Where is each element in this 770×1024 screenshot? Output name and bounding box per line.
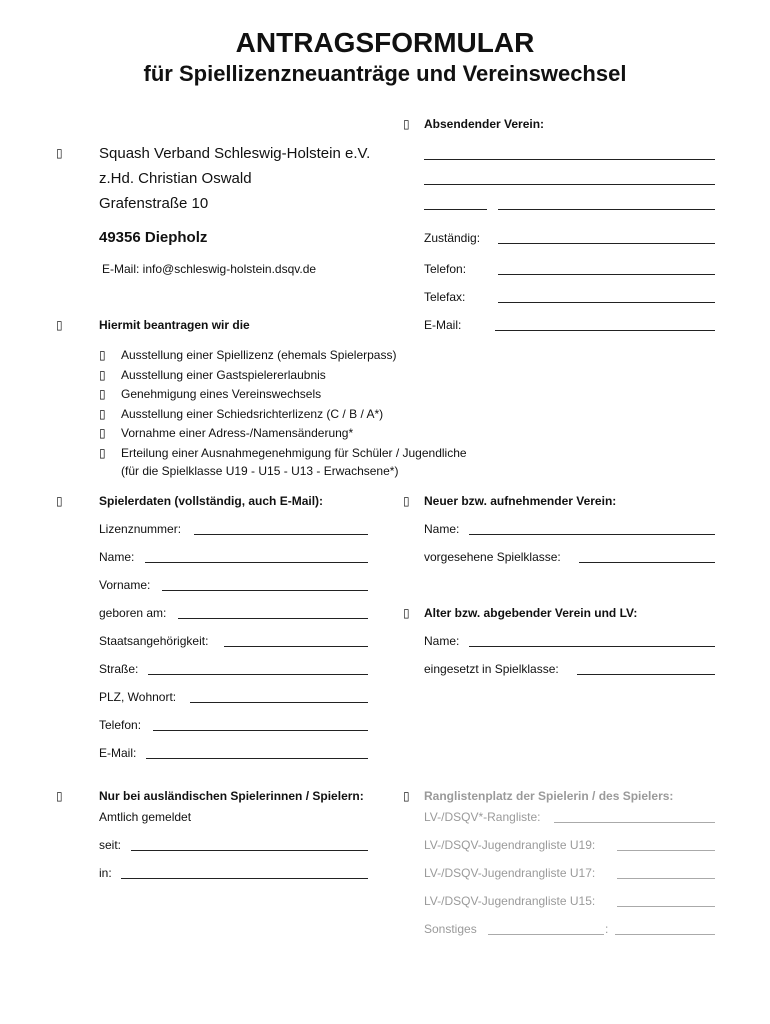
- request-option: Ausstellung einer Spiellizenz (ehemals Spielerpass): [121, 348, 397, 362]
- checkbox-icon[interactable]: [403, 607, 410, 619]
- request-option-checkbox[interactable]: [99, 368, 106, 382]
- old-club-class-label: eingesetzt in Spielklasse:: [424, 662, 559, 676]
- checkbox-icon[interactable]: [56, 495, 63, 507]
- new-club-heading: Neuer bzw. aufnehmender Verein:: [424, 494, 617, 508]
- player-license-field[interactable]: [194, 534, 368, 535]
- ranking-other-name-field[interactable]: [488, 934, 604, 935]
- foreign-in-field[interactable]: [121, 878, 368, 879]
- form-title: ANTRAGSFORMULAR: [235, 27, 535, 58]
- player-email-field[interactable]: [146, 758, 368, 759]
- request-option-checkbox[interactable]: [99, 348, 106, 362]
- recipient-attn: z.Hd. Christian Oswald: [99, 170, 252, 187]
- ranking-u17-label: LV-/DSQV-Jugendrangliste U17:: [424, 866, 596, 880]
- sender-heading: Absendender Verein:: [424, 117, 545, 131]
- request-option-note: (für die Spielklasse U19 - U15 - U13 - Erwachsene*): [121, 464, 399, 478]
- recipient-city: 49356 Diepholz: [99, 229, 208, 246]
- sender-phone-line[interactable]: [498, 274, 715, 275]
- sender-email-line[interactable]: [495, 330, 715, 331]
- old-club-class-field[interactable]: [577, 674, 715, 675]
- request-option: Ausstellung einer Gastspielererlaubnis: [121, 368, 326, 382]
- request-option: Erteilung einer Ausnahmegenehmigung für Schüler / Jugendliche: [121, 446, 467, 460]
- foreign-since-field[interactable]: [131, 850, 368, 851]
- player-license-label: Lizenznummer:: [99, 522, 182, 536]
- ranking-u15-label: LV-/DSQV-Jugendrangliste U15:: [424, 894, 596, 908]
- request-heading: Hiermit beantragen wir die: [99, 318, 250, 332]
- request-option: Vornahme einer Adress-/Namensänderung*: [121, 426, 354, 440]
- foreign-in-label: in:: [99, 866, 112, 880]
- ranking-u17-field[interactable]: [617, 878, 715, 879]
- request-option-checkbox[interactable]: [99, 407, 106, 421]
- ranking-u19-label: LV-/DSQV-Jugendrangliste U19:: [424, 838, 596, 852]
- ranking-other-colon: :: [605, 922, 609, 936]
- player-nationality-label: Staatsangehörigkeit:: [99, 634, 209, 648]
- foreign-registered-label: Amtlich gemeldet: [99, 810, 192, 824]
- foreign-heading: Nur bei ausländischen Spielerinnen / Spielern:: [99, 789, 364, 803]
- sender-responsible-label: Zuständig:: [424, 231, 481, 245]
- ranking-lv-label: LV-/DSQV*-Rangliste:: [424, 810, 541, 824]
- ranking-heading: Ranglistenplatz der Spielerin / des Spielers:: [424, 789, 674, 803]
- player-nationality-field[interactable]: [224, 646, 368, 647]
- foreign-since-label: seit:: [99, 838, 122, 852]
- sender-fax-label: Telefax:: [424, 290, 466, 304]
- sender-email-label: E-Mail:: [424, 318, 462, 332]
- player-firstname-field[interactable]: [162, 590, 368, 591]
- checkbox-icon[interactable]: [56, 319, 63, 331]
- new-club-name-label: Name:: [424, 522, 460, 536]
- player-city-label: PLZ, Wohnort:: [99, 690, 177, 704]
- ranking-other-label: Sonstiges: [424, 922, 477, 936]
- sender-city-line[interactable]: [498, 209, 715, 210]
- old-club-name-field[interactable]: [469, 646, 715, 647]
- sender-phone-label: Telefon:: [424, 262, 467, 276]
- request-option: Genehmigung eines Vereinswechsels: [121, 387, 322, 401]
- ranking-other-value-field[interactable]: [615, 934, 715, 935]
- player-email-label: E-Mail:: [99, 746, 137, 760]
- player-phone-label: Telefon:: [99, 718, 142, 732]
- old-club-name-label: Name:: [424, 634, 460, 648]
- recipient-street: Grafenstraße 10: [99, 195, 209, 212]
- sender-responsible-line[interactable]: [498, 243, 715, 244]
- recipient-name: Squash Verband Schleswig-Holstein e.V.: [99, 145, 371, 162]
- player-name-label: Name:: [99, 550, 135, 564]
- player-firstname-label: Vorname:: [99, 578, 151, 592]
- ranking-u15-field[interactable]: [617, 906, 715, 907]
- request-option-checkbox[interactable]: [99, 426, 106, 440]
- sender-fax-line[interactable]: [498, 302, 715, 303]
- request-option-checkbox[interactable]: [99, 446, 106, 460]
- sender-line-1[interactable]: [424, 159, 715, 160]
- new-club-class-field[interactable]: [579, 562, 715, 563]
- checkbox-icon[interactable]: [56, 147, 63, 159]
- player-name-field[interactable]: [145, 562, 368, 563]
- sender-line-2[interactable]: [424, 184, 715, 185]
- checkbox-icon[interactable]: [403, 790, 410, 802]
- player-born-label: geboren am:: [99, 606, 167, 620]
- recipient-email: E-Mail: info@schleswig-holstein.dsqv.de: [102, 262, 317, 276]
- ranking-lv-field[interactable]: [554, 822, 715, 823]
- checkbox-icon[interactable]: [56, 790, 63, 802]
- new-club-class-label: vorgesehene Spielklasse:: [424, 550, 561, 564]
- new-club-name-field[interactable]: [469, 534, 715, 535]
- request-option: Ausstellung einer Schiedsrichterlizenz (C / B / A*): [121, 407, 384, 421]
- player-city-field[interactable]: [190, 702, 368, 703]
- player-heading: Spielerdaten (vollständig, auch E-Mail):: [99, 494, 324, 508]
- player-street-field[interactable]: [148, 674, 368, 675]
- player-phone-field[interactable]: [153, 730, 368, 731]
- form-subtitle: für Spiellizenzneuanträge und Vereinswechsel: [143, 61, 627, 86]
- player-street-label: Straße:: [99, 662, 139, 676]
- checkbox-icon[interactable]: [403, 118, 410, 130]
- checkbox-icon[interactable]: [403, 495, 410, 507]
- ranking-u19-field[interactable]: [617, 850, 715, 851]
- request-option-checkbox[interactable]: [99, 387, 106, 401]
- old-club-heading: Alter bzw. abgebender Verein und LV:: [424, 606, 638, 620]
- player-born-field[interactable]: [178, 618, 368, 619]
- sender-zip-line[interactable]: [424, 209, 487, 210]
